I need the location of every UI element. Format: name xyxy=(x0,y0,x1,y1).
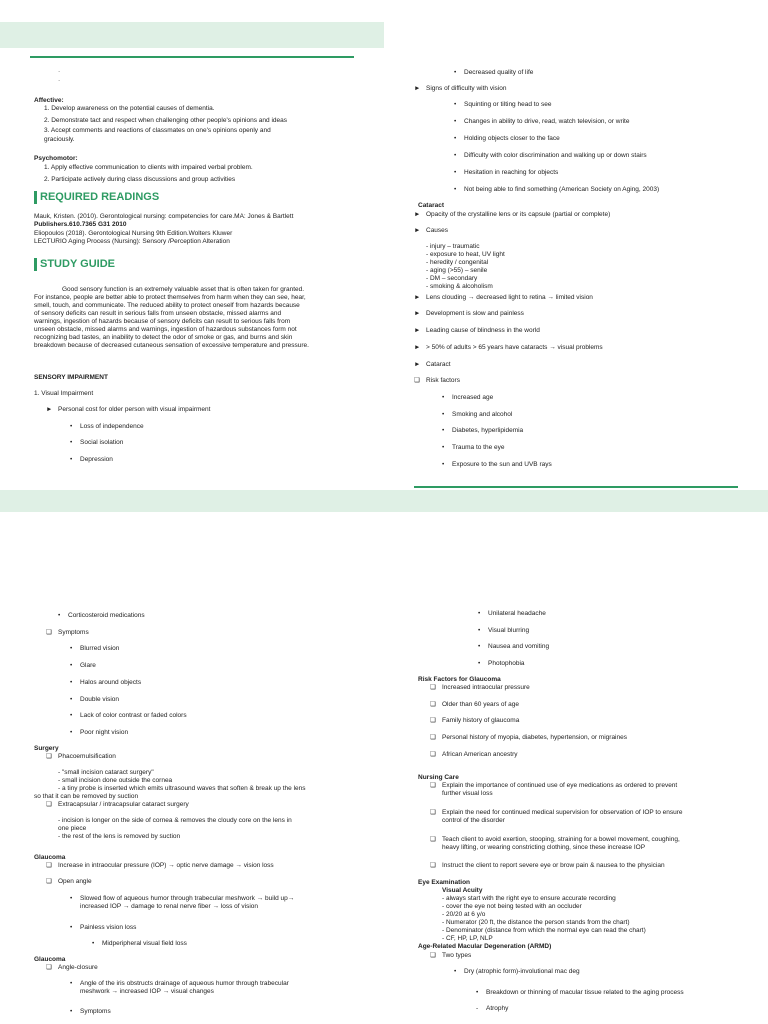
list-item: Blurred vision xyxy=(80,645,120,652)
arrow-bullet-icon: ► xyxy=(414,85,421,92)
list-item: Atrophy xyxy=(486,1005,509,1012)
acuity-line: - always start with the right eye to ensure accurate recording xyxy=(442,895,616,902)
list-item: Dry (atrophic form)-involutional mac deg xyxy=(464,968,580,975)
list-item: Lack of color contrast or faded colors xyxy=(80,712,187,719)
list-item: further visual loss xyxy=(442,790,493,797)
list-item: Glare xyxy=(80,662,96,669)
bullet-icon: • xyxy=(442,444,445,451)
bullet-icon: • xyxy=(454,118,457,125)
list-item: Development is slow and painless xyxy=(426,310,524,317)
list-item: Lens clouding → decreased light to retina → limited vision xyxy=(426,294,593,301)
list-item: Open angle xyxy=(58,878,92,885)
list-item: Explain the need for continued medical supervision for observation of IOP to ensure xyxy=(442,809,683,816)
bullet-icon: • xyxy=(70,924,73,931)
page-2 xyxy=(384,0,768,512)
list-item: Angle-closure xyxy=(58,964,98,971)
list-item: Holding objects closer to the face xyxy=(464,135,560,142)
list-item: Smoking and alcohol xyxy=(452,411,513,418)
checkbox-bullet-icon: ❏ xyxy=(430,809,436,816)
list-item: Increase in intraocular pressure (IOP) → optic nerve damage → vision loss xyxy=(58,862,274,869)
acuity-line: - Denominator (distance from which the normal eye can read the chart) xyxy=(442,927,646,934)
dash-icon: • xyxy=(478,610,481,617)
cause-line: - heredity / congenital xyxy=(426,259,489,266)
list-item: Increased age xyxy=(452,394,494,401)
list-item: Changes in ability to drive, read, watch television, or write xyxy=(464,118,630,125)
bullet-icon: • xyxy=(70,439,73,446)
bullet-icon: • xyxy=(454,101,457,108)
glaucoma-title: Glaucoma xyxy=(34,854,66,861)
bullet-dot: · xyxy=(58,68,61,75)
list-item: 3. Accept comments and reactions of classmates on one's opinions openly and xyxy=(44,127,271,134)
checkbox-bullet-icon: ❏ xyxy=(46,964,52,971)
list-item: Cataract xyxy=(426,361,451,368)
bullet-icon: • xyxy=(454,968,457,975)
acuity-line: - 20/20 at 6 y/o xyxy=(442,911,486,918)
affective-title: Affective: xyxy=(34,97,64,104)
list-item: Symptoms xyxy=(80,1008,111,1015)
risk-factors-title: Risk factors xyxy=(426,377,460,384)
list-item: Hesitation in reaching for objects xyxy=(464,169,559,176)
cause-line: - aging (>55) – senile xyxy=(426,267,488,274)
bullet-icon: • xyxy=(442,427,445,434)
arrow-bullet-icon: ► xyxy=(46,406,53,413)
bullet-icon: • xyxy=(442,394,445,401)
causes-title: Causes xyxy=(426,227,449,234)
list-item: Loss of independence xyxy=(80,423,144,430)
list-item: Phacoemulsification xyxy=(58,753,116,760)
list-item: 2. Participate actively during class discussions and group activities xyxy=(44,176,236,183)
list-item: Unilateral headache xyxy=(488,610,546,617)
section-marker xyxy=(34,191,37,204)
bullet-icon: • xyxy=(70,679,73,686)
list-item: 1. Apply effective communication to clients with impaired verbal problem. xyxy=(44,164,253,171)
list-item: Explain the importance of continued use of eye medications as ordered to prevent xyxy=(442,782,678,789)
list-item: Difficulty with color discrimination and walking up or down stairs xyxy=(464,152,647,159)
list-item: Older than 60 years of age xyxy=(442,701,519,708)
list-item: Increased intraocular pressure xyxy=(442,684,530,691)
list-item: Family history of glaucoma xyxy=(442,717,520,724)
checkbox-bullet-icon: ❏ xyxy=(430,782,436,789)
list-item: Diabetes, hyperlipidemia xyxy=(452,427,524,434)
list-item: Depression xyxy=(80,456,113,463)
list-item: Midperipheral visual field loss xyxy=(102,940,187,947)
bullet-icon: • xyxy=(70,456,73,463)
list-item: Angle of the iris obstructs drainage of aqueous humor through trabecular xyxy=(80,980,289,987)
list-item: Decreased quality of life xyxy=(464,69,534,76)
bullet-icon: • xyxy=(70,696,73,703)
arrow-bullet-icon: ► xyxy=(414,227,421,234)
checkbox-bullet-icon: ❏ xyxy=(46,629,52,636)
bullet-icon: • xyxy=(454,69,457,76)
checkbox-bullet-icon: ❏ xyxy=(430,734,436,741)
arrow-bullet-icon: ► xyxy=(414,310,421,317)
page-1 xyxy=(0,0,384,512)
list-item: Photophobia xyxy=(488,660,525,667)
checkbox-bullet-icon: ❏ xyxy=(46,801,52,808)
cause-line: - exposure to heat, UV light xyxy=(426,251,505,258)
surgery-line: - the rest of the lens is removed by suction xyxy=(58,833,181,840)
bullet-icon: • xyxy=(442,461,445,468)
surgery-line: - a tiny probe is inserted which emits ultrasound waves that soften & break up the lens xyxy=(58,785,306,792)
footer-band xyxy=(0,490,384,512)
list-item: Halos around objects xyxy=(80,679,142,686)
required-readings-title: REQUIRED READINGS xyxy=(40,191,160,203)
signs-title: Signs of difficulty with vision xyxy=(426,85,507,92)
cataract-title: Cataract xyxy=(418,202,445,209)
list-item: control of the disorder xyxy=(442,817,505,824)
sensory-impairment-title: SENSORY IMPAIRMENT xyxy=(34,374,108,381)
dash-icon: • xyxy=(478,660,481,667)
list-item: Two types xyxy=(442,952,472,959)
acuity-line: - Numerator (20 ft, the distance the person stands from the chart) xyxy=(442,919,630,926)
list-item: meshwork → increased IOP → visual changes xyxy=(80,988,214,995)
list-item: Extracapsular / intracapsular cataract surgery xyxy=(58,801,189,808)
glaucoma-title: Glaucoma xyxy=(34,956,66,963)
arrow-bullet-icon: ► xyxy=(414,294,421,301)
header-band xyxy=(0,22,384,48)
list-item: heavy lifting, or wearing constricting clothing, since these increase IOP xyxy=(442,844,646,851)
checkbox-bullet-icon: ❏ xyxy=(430,684,436,691)
list-item: Visual blurring xyxy=(488,627,530,634)
paragraph-line: recognizing bad tastes, an inability to detect the odor of smoke or gas, and burns and skin xyxy=(34,334,293,341)
checkbox-bullet-icon: ❏ xyxy=(430,862,436,869)
cause-line: - DM – secondary xyxy=(426,275,478,282)
bullet-icon: • xyxy=(70,662,73,669)
section-marker xyxy=(34,258,37,271)
footer-band xyxy=(384,490,768,512)
bullet-icon: • xyxy=(70,712,73,719)
list-item: > 50% of adults > 65 years have cataracts → visual problems xyxy=(426,344,603,351)
list-item: Nausea and vomiting xyxy=(488,643,550,650)
eye-exam-title: Eye Examination xyxy=(418,879,471,886)
paragraph-line: unseen obstacle, missed alarms and warnings, ingestion of hazardous substances form not xyxy=(34,326,297,333)
checkbox-bullet-icon: ❏ xyxy=(430,701,436,708)
list-item: Double vision xyxy=(80,696,120,703)
bullet-icon: • xyxy=(454,152,457,159)
list-item: Exposure to the sun and UVB rays xyxy=(452,461,552,468)
checkbox-bullet-icon: ❏ xyxy=(46,862,52,869)
list-item: African American ancestry xyxy=(442,751,518,758)
list-item: Leading cause of blindness in the world xyxy=(426,327,540,334)
paragraph-line: Good sensory function is an extremely valuable asset that is often taken for granted. xyxy=(62,286,305,293)
list-item: 1. Develop awareness on the potential causes of dementia. xyxy=(44,105,215,112)
checkbox-bullet-icon: ❏ xyxy=(414,377,420,384)
nursing-care-title: Nursing Care xyxy=(418,774,459,781)
list-item: Personal cost for older person with visual impairment xyxy=(58,406,211,413)
list-item: Instruct the client to report severe eye or brow pain & nausea to the physician xyxy=(442,862,665,869)
surgery-line: - incision is longer on the side of cornea & removes the cloudy core on the lens in xyxy=(58,817,292,824)
bullet-icon: • xyxy=(442,411,445,418)
paragraph-line: warnings, ingestion of hazards because of sensory deficits can result to serious falls from xyxy=(34,318,291,325)
list-item: Teach client to avoid exertion, stooping, straining for a bowel movement, coughing, xyxy=(442,836,680,843)
checkbox-bullet-icon: ❏ xyxy=(430,836,436,843)
bullet-dot: · xyxy=(58,77,61,84)
reading-line: LECTURIO Aging Process (Nursing): Sensory /Perception Alteration xyxy=(34,238,230,245)
list-item: 2. Demonstrate tact and respect when challenging other people's opinions and ideas xyxy=(44,117,287,124)
checkbox-bullet-icon: ❏ xyxy=(430,952,436,959)
reading-line: Publishers.610.7365 G31 2010 xyxy=(34,221,127,228)
list-item: Personal history of myopia, diabetes, hypertension, or migraines xyxy=(442,734,627,741)
visual-acuity-title: Visual Acuity xyxy=(442,887,483,894)
footer-rule xyxy=(414,486,738,488)
bullet-icon: • xyxy=(70,1008,73,1015)
page-3 xyxy=(0,512,384,1024)
bullet-icon: • xyxy=(70,980,73,987)
arrow-bullet-icon: ► xyxy=(414,344,421,351)
header-rule xyxy=(30,56,354,58)
bullet-icon: • xyxy=(454,169,457,176)
reading-line: Eliopoulos (2018). Gerontological Nursing 9th Edition.Wolters Kluwer xyxy=(34,230,233,237)
surgery-line: - small incision done outside the cornea xyxy=(58,777,173,784)
study-guide-title: STUDY GUIDE xyxy=(40,258,115,270)
armd-title: Age-Related Macular Degeneration (ARMD) xyxy=(418,943,552,950)
visual-impairment-heading: 1. Visual Impairment xyxy=(34,390,94,397)
list-item: graciously. xyxy=(44,136,75,143)
paragraph-line: breakdown because of decreased cutaneous sensation of excessive temperature and pressure. xyxy=(34,342,309,349)
paragraph-line: of sensory deficits can result in serious falls from unseen obstacle, missed alarms and xyxy=(34,310,282,317)
surgery-title: Surgery xyxy=(34,745,59,752)
surgery-line: one piece xyxy=(58,825,87,832)
list-item: increased IOP → damage to renal nerve fiber → loss of vision xyxy=(80,903,258,910)
bullet-icon: • xyxy=(70,895,73,902)
arrow-bullet-icon: ► xyxy=(414,361,421,368)
paragraph-line: For instance, people are better able to protect themselves from harm when they can see, hear, xyxy=(34,294,306,301)
surgery-line: so that it can be removed by suction xyxy=(34,793,139,800)
arrow-bullet-icon: ► xyxy=(414,211,421,218)
symptoms-title: Symptoms xyxy=(58,629,89,636)
checkbox-bullet-icon: ❏ xyxy=(46,753,52,760)
list-item: Breakdown or thinning of macular tissue related to the aging process xyxy=(486,989,684,996)
list-item: Social isolation xyxy=(80,439,124,446)
checkbox-bullet-icon: ❏ xyxy=(430,717,436,724)
list-item: Painless vision loss xyxy=(80,924,137,931)
list-item: Trauma to the eye xyxy=(452,444,505,451)
bullet-icon: • xyxy=(92,940,95,947)
dash-icon: • xyxy=(478,643,481,650)
list-item: Poor night vision xyxy=(80,729,129,736)
checkbox-bullet-icon: ❏ xyxy=(46,878,52,885)
reading-line: Mauk, Kristen. (2010). Gerontological nursing: competencies for care.MA: Jones & Bartlett xyxy=(34,213,294,220)
dash-icon: - xyxy=(476,1005,479,1012)
list-item: Squinting or tilting head to see xyxy=(464,101,552,108)
arrow-bullet-icon: ► xyxy=(414,327,421,334)
checkbox-bullet-icon: ❏ xyxy=(430,751,436,758)
dash-icon: • xyxy=(478,627,481,634)
bullet-icon: • xyxy=(454,135,457,142)
list-item: Slowed flow of aqueous humor through trabecular meshwork → build up→ xyxy=(80,895,295,902)
risk-glaucoma-title: Risk Factors for Glaucoma xyxy=(418,676,501,683)
bullet-icon: • xyxy=(454,186,457,193)
bullet-icon: • xyxy=(70,423,73,430)
psychomotor-title: Psychomotor: xyxy=(34,155,78,162)
paragraph-line: smell, touch, and communicate. The reduced ability to protect oneself from hazards because xyxy=(34,302,300,309)
list-item: Not being able to find something (American Society on Aging, 2003) xyxy=(464,186,660,193)
bullet-icon: • xyxy=(58,612,61,619)
list-item: Corticosteroid medications xyxy=(68,612,145,619)
surgery-line: - "small incision cataract surgery" xyxy=(58,769,154,776)
cause-line: - injury – traumatic xyxy=(426,243,480,250)
bullet-icon: • xyxy=(70,729,73,736)
page-4 xyxy=(384,512,768,1024)
bullet-icon: • xyxy=(70,645,73,652)
list-item: Opacity of the crystalline lens or its capsule (partial or complete) xyxy=(426,211,611,218)
cause-line: - smoking & alcoholism xyxy=(426,283,493,290)
acuity-line: - CF, HP, LP, NLP xyxy=(442,935,493,942)
acuity-line: - cover the eye not being tested with an occluder xyxy=(442,903,582,910)
bullet-icon: • xyxy=(476,989,479,996)
